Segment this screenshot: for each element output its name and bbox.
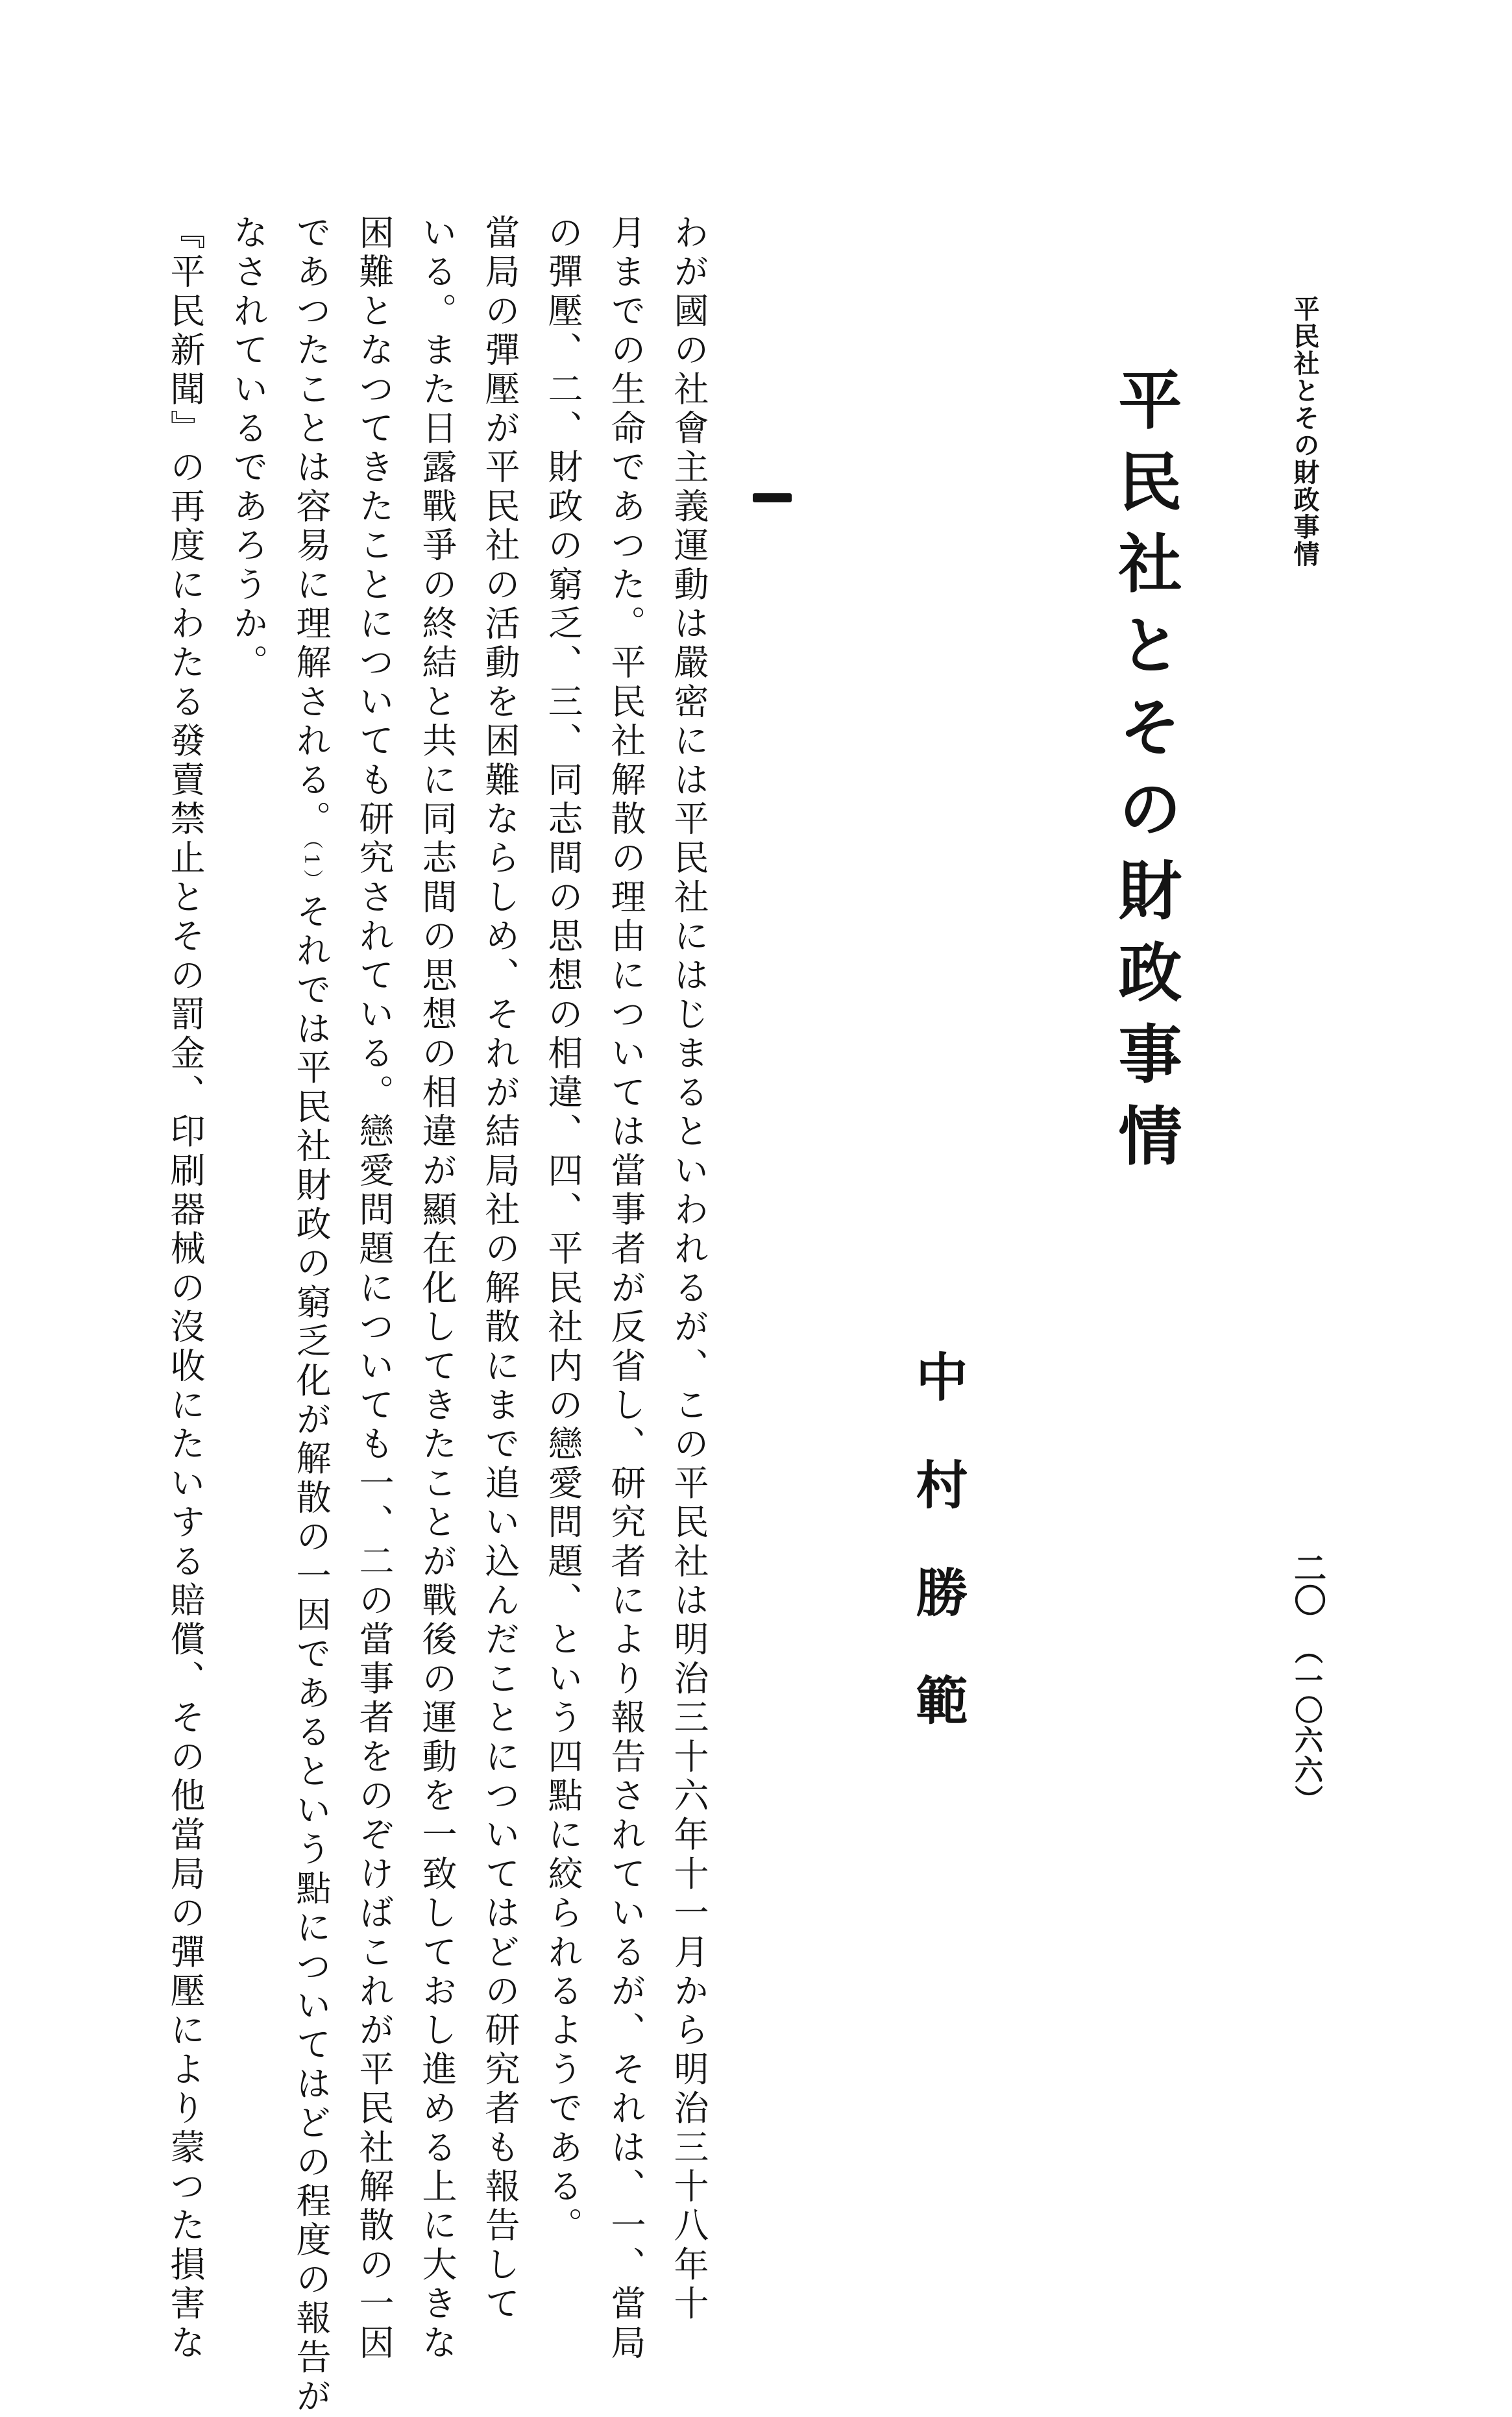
body-line: わが國の社會主義運動は嚴密には平民社にはじまるといわれるが、この平民社は明治三十六年十一月から明治三十八年十 bbox=[668, 214, 709, 2324]
body-line-text: それでは平民社財政の窮乏化が解散の一因であるという點についてはどの程度の報告が bbox=[291, 892, 332, 2417]
body-line-text: であつたことは容易に理解される。 bbox=[291, 214, 332, 840]
article-title: 平民社とその財政事情 bbox=[1108, 367, 1182, 1184]
body-line: 月までの生命であつた。平民社解散の理由については當事者が反省し、研究者により報告されているが、それは、一、當局 bbox=[605, 214, 646, 2363]
page-number: 二〇 bbox=[1289, 1551, 1327, 1616]
body-text bbox=[165, 214, 720, 2417]
footnote-marker: （1） bbox=[300, 839, 323, 893]
author-name: 中村勝範 bbox=[907, 1350, 968, 1781]
section-number bbox=[753, 493, 792, 502]
body-line: なされているであろうか。 bbox=[228, 214, 269, 683]
page-number-total: （一〇六六） bbox=[1289, 1636, 1323, 1815]
body-line bbox=[280, 214, 343, 2417]
body-line: 『平民新聞』の再度にわたる發賣禁止とその罰金、印刷器械の沒收にたいする賠償、その他當局の彈壓により蒙つた損害な bbox=[165, 214, 206, 2363]
body-line: 困難となつてきたことについても研究されている。戀愛問題についても一、二の當事者をのぞけばこれが平民社解散の一因 bbox=[354, 214, 395, 2363]
body-line: いる。また日露戰爭の終結と共に同志間の思想の相違が顯在化してきたことが戰後の運動を一致しておし進める上に大きな bbox=[417, 214, 457, 2363]
running-header: 平民社とその財政事情 bbox=[1289, 295, 1320, 568]
body-line: の彈壓、二、財政の窮乏、三、同志間の思想の相違、四、平民社内の戀愛問題、という四點に絞られるようである。 bbox=[543, 214, 583, 2246]
body-line: 當局の彈壓が平民社の活動を困難ならしめ、それが結局社の解散にまで追い込んだことについてはどの研究者も報告して bbox=[480, 214, 520, 2324]
